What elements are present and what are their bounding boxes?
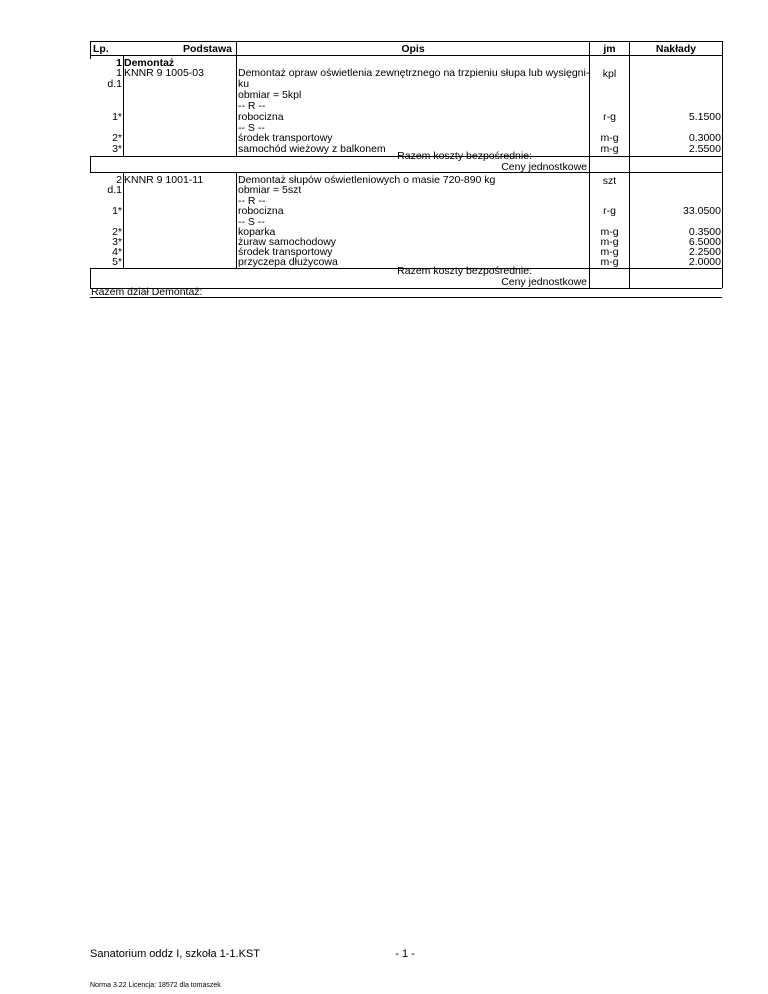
pos1-unit-prices-label: Ceny jednostkowe: [501, 161, 587, 173]
col-line-c: [236, 41, 237, 156]
pos2-row4-unit: m-g: [600, 246, 619, 258]
pos1-row3-value: 2.5500: [688, 143, 721, 155]
section-total-label: Razem dział Demontaż:: [91, 286, 203, 298]
pos1-row3-name: samochód wieżowy z balkonem: [238, 143, 386, 155]
pos2-row5-value: 2.0000: [688, 256, 721, 268]
pos1-row2-name: środek transportowy: [238, 132, 333, 144]
pos1-code: KNNR 9 1005-03: [124, 67, 204, 79]
pos1-row1-value: 5.1500: [688, 111, 721, 123]
col-line-f: [722, 41, 723, 288]
pos1-description-line1: Demontaż opraw oświetlenia zewnętrznego na trzpieniu słupa lub wysięgni-: [238, 67, 590, 79]
pos1-unit: kpl: [602, 68, 617, 80]
pos2-s-header: -- S --: [238, 216, 265, 228]
pos2-row5-unit: m-g: [600, 256, 619, 268]
col-line-a3: [90, 268, 91, 288]
pos1-row2-index: 2*: [112, 132, 122, 144]
pos2-row2-value: 0.3500: [688, 226, 721, 238]
pos2-row5-name: przyczepa dłużycowa: [238, 256, 338, 268]
header-bottom-border: [90, 55, 722, 56]
footer-page-number: - 1 -: [395, 948, 415, 960]
pos1-row1-index: 1*: [112, 111, 122, 123]
pos2-unit-prices-label: Ceny jednostkowe: [501, 276, 587, 288]
pos2-row3-unit: m-g: [600, 236, 619, 248]
header-podstawa: Podstawa: [182, 43, 232, 55]
section-number: 1: [116, 57, 122, 69]
table-top-border: [90, 41, 722, 42]
pos1-row3-index: 3*: [112, 143, 122, 155]
header-naklady: Nakłady: [655, 43, 697, 55]
pos2-obmiar: obmiar = 5szt: [238, 184, 302, 196]
pos2-row1-value: 33.0500: [683, 205, 721, 217]
section-title: Demontaż: [124, 57, 175, 69]
pos2-row2-index: 2*: [112, 226, 122, 238]
pos1-row3-unit: m-g: [600, 143, 619, 155]
pos2-row2-unit: m-g: [600, 226, 619, 238]
footer-file-name: Sanatorium oddz I, szkoła 1-1.KST: [90, 948, 260, 960]
pos2-description-line1: Demontaż słupów oświetleniowych o masie 720-890 kg: [238, 174, 496, 186]
pos2-row3-value: 6.5000: [688, 236, 721, 248]
pos2-row1-unit: r-g: [603, 205, 616, 217]
pos1-description-line2: ku: [238, 78, 250, 90]
pos1-row1-name: robocizna: [238, 111, 284, 123]
pos1-row2-unit: m-g: [600, 132, 619, 144]
pos2-total-label: Razem koszty bezpośrednie:: [397, 265, 532, 277]
pos2-row5-index: 5*: [112, 256, 122, 268]
header-jm: jm: [603, 43, 616, 55]
pos1-s-header: -- S --: [238, 122, 265, 134]
pos1-obmiar: obmiar = 5kpl: [238, 89, 302, 101]
pos1-total-label: Razem koszty bezpośrednie:: [397, 150, 532, 162]
pos2-code: KNNR 9 1001-11: [124, 174, 204, 186]
col-line-c2: [236, 172, 237, 268]
pos2-row4-index: 4*: [112, 246, 122, 258]
pos2-sub: d.1: [107, 184, 122, 196]
header-opis: Opis: [401, 43, 425, 55]
col-line-b2: [123, 172, 124, 268]
pos2-row1-name: robocizna: [238, 205, 284, 217]
pos2-row2-name: koparka: [238, 226, 276, 238]
pos2-r-header: -- R --: [238, 195, 266, 207]
pos1-row1-unit: r-g: [603, 111, 616, 123]
pos2-unit: szt: [602, 175, 617, 187]
pos1-r-header: -- R --: [238, 100, 266, 112]
pos2-row4-name: środek transportowy: [238, 246, 333, 258]
header-lp: Lp.: [93, 43, 109, 55]
footer-license: Norma 3.22 Licencja: 18572 dla tomaszek: [90, 982, 221, 989]
pos2-row1-index: 1*: [112, 205, 122, 217]
pos1-number: 1: [116, 67, 122, 79]
pos2-row3-name: żuraw samochodowy: [238, 236, 337, 248]
pos2-row3-index: 3*: [112, 236, 122, 248]
col-line-a2: [90, 156, 91, 172]
pos1-row2-value: 0.3000: [688, 132, 721, 144]
pos1-sub: d.1: [107, 78, 122, 90]
pos2-number: 2: [116, 174, 122, 186]
pos2-row4-value: 2.2500: [688, 246, 721, 258]
